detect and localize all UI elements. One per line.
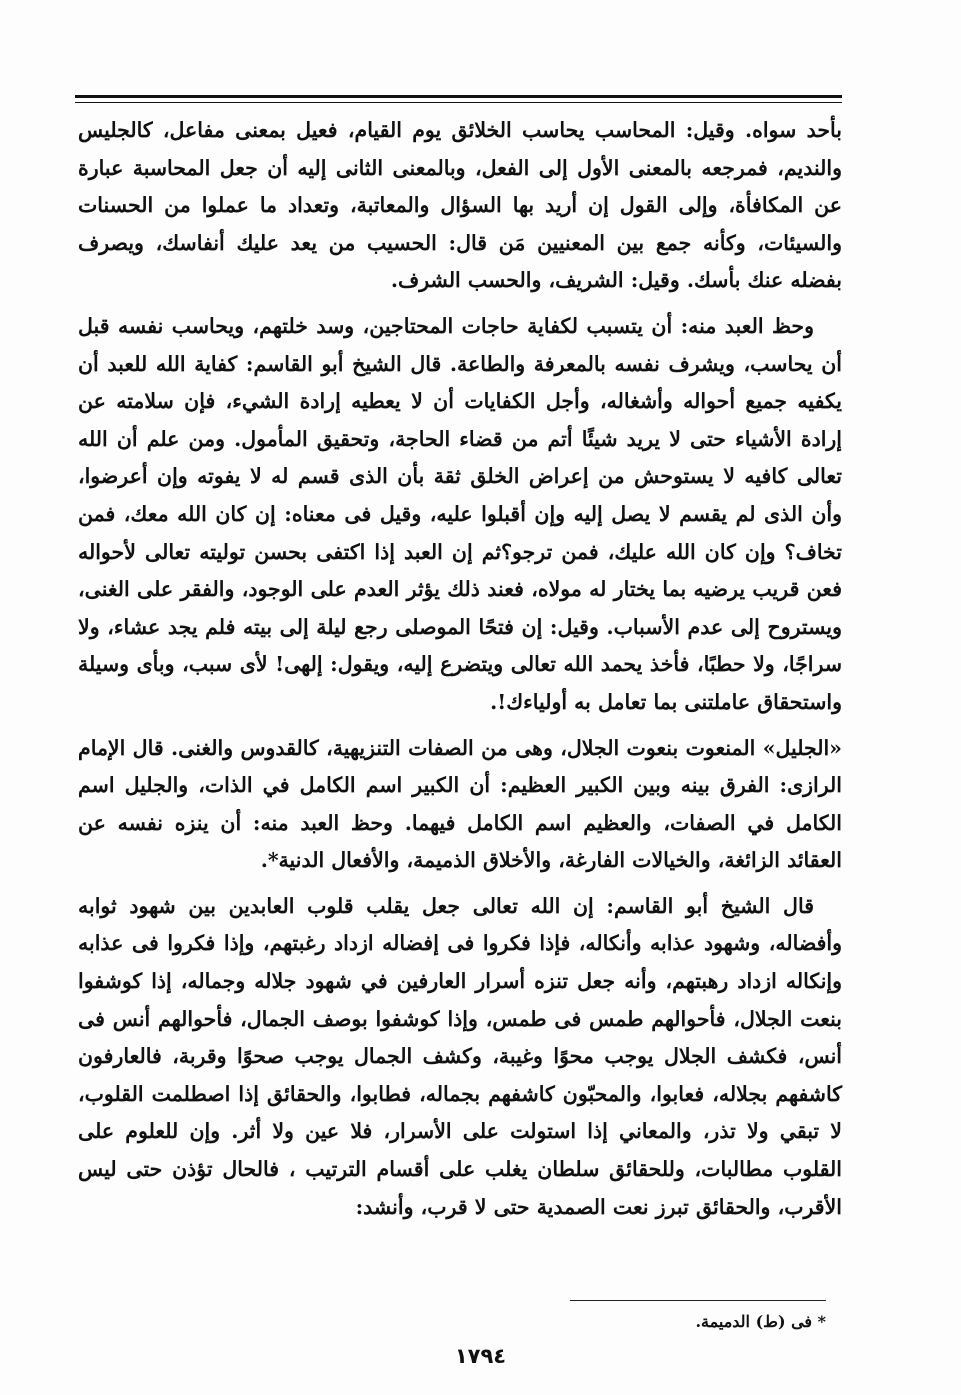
- footnote: * فى (ط) الدميمة.: [695, 1312, 826, 1331]
- paragraph: بأحد سواه. وقيل: المحاسب يحاسب الخلائق يوم القيام، فعيل بمعنى مفاعل، كالجليس والنديم، فمرجعه بالمعنى الأول إلى الفعل، وبالمعنى الثانى إليه أن جعل المحاسبة عبارة عن المكافأة، وإلى القول إن أريد بها السؤال والمعاتبة، وتعداد ما عملوا من الحسنات والسيئات، وكأنه جمع بين المعنيين مَن قال: الحسيب من يعد عليك أنفاسك، ويصرف بفضله عنك بأسك. وقيل: الشريف، والحسب الشرف.: [78, 118, 842, 293]
- paragraph: «الجليل» المنعوت بنعوت الجلال، وهى من الصفات التنزيهية، كالقدوس والغنى. قال الإمام الرازى: الفرق بينه وبين الكبير العظيم: أن الكبير اسم الكامل في الذات، والجليل اسم الكامل في الصفات، والعظيم اسم الكامل فيهما. وحظ العبد منه: أن ينزه نفسه عن العقائد الزائغة، والخيالات الفارغة، والأخلاق الذميمة، والأفعال الدنية*.: [78, 735, 842, 873]
- main-text: [78, 112, 842, 1226]
- header-rule-thick: [75, 95, 842, 98]
- page-number: ١٧٩٤: [454, 1344, 507, 1368]
- paragraph: وحظ العبد منه: أن يتسبب لكفاية حاجات المحتاجين، وسد خلتهم، ويحاسب نفسه قبل أن يحاسب، ويشرف نفسه بالمعرفة والطاعة. قال الشيخ أبو القاسم: كفاية الله للعبد أن يكفيه جميع أحواله وأشغاله، وأجل الكفايات أن لا يعطيه إرادة الشيء، فإن سلامته عن إرادة الأشياء حتى لا يريد شيئًا أتم من قضاء الحاجة، وتحقيق المأمول. ومن علم أن الله تعالى كافيه لا يستوحش من إعراض الخلق ثقة بأن الذى قسم له لا يفوته وإن أعرضوا، وأن الذى لم يقسم لا يصل إليه وإن أقبلوا عليه، وقيل فى معناه: إن كان الله معك، فمن تخاف؟ وإن كان الله عليك، فمن ترجو؟ثم إن العبد إذا اكتفى بحسن توليته تعالى لأحواله فعن قريب يرضيه بما يختار له مولاه، فعند ذلك يؤثر العدم على الوجود، والفقر على الغنى، ويستروح إلى عدم الأسباب. وقيل: إن فتحًا الموصلى رجع ليلة إلى بيته فلم يجد عشاء، ولا سراجًا، ولا حطبًا، فأخذ يحمد الله تعالى ويتضرع إليه، ويقول: إلهى! لأى سبب، وبأى وسيلة واستحقاق عاملتنى بما تعامل به أولياءك!.: [78, 313, 842, 714]
- footnote-rule: [570, 1300, 826, 1301]
- header-rule-thin: [75, 102, 842, 103]
- paragraph: قال الشيخ أبو القاسم: إن الله تعالى جعل يقلب قلوب العابدين بين شهود ثوابه وأفضاله، وشهود عذابه وأنكاله، فإذا فكروا فى إفضاله ازداد رغبتهم، وإذا فكروا فى عذابه وإنكاله ازداد رهبتهم، وأنه جعل تنزه أسرار العارفين في شهود جلاله وجماله، إذا كوشفوا بنعت الجلال، فأحوالهم طمس فى طمس، وإذا كوشفوا بوصف الجمال، فأحوالهم أنس فى أنس، فكشف الجلال يوجب محوًا وغيبة، وكشف الجمال يوجب صحوًا وقربة، فالعارفون كاشفهم بجلاله، فعابوا، والمحبّون كاشفهم بجماله، فطابوا، والحقائق إذا اصطلمت القلوب، لا تبقي ولا تذر، والمعاني إذا استولت على الأسرار، فلا عين ولا أثر. وإن للعلوم على القلوب مطالبات، وللحقائق سلطان يغلب على أقسام الترتيب ، فالحال تؤذن حتى ليس الأقرب، والحقائق تبرز نعت الصمدية حتى لا قرب، وأنشد:: [78, 893, 842, 1219]
